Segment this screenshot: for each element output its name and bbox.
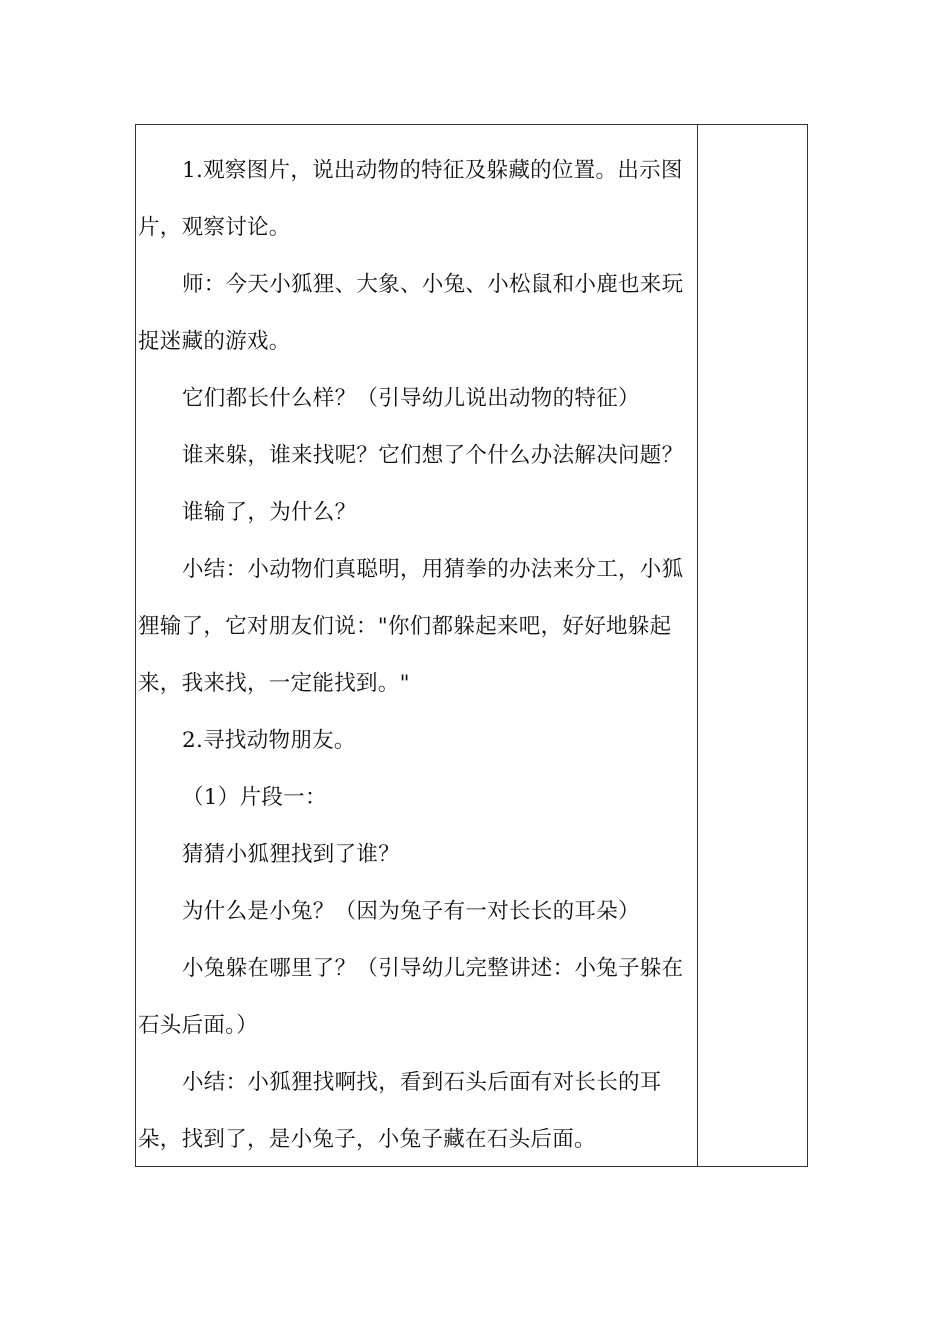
lesson-content-cell [138,142,696,1168]
paragraph-question-who-hides: 谁来躲，谁来找呢？它们想了个什么办法解决问题？ [182,443,684,468]
paragraph-observe-pictures: 1.观察图片，说出动物的特征及躲藏的位置。出示图片，观察讨论。 [138,158,683,240]
paragraph-question-appearance: 它们都长什么样？（引导幼儿说出动物的特征） [182,386,640,411]
paragraph-where-rabbit: 小兔躲在哪里了？（引导幼儿完整讲述：小兔子躲在石头后面。） [138,956,684,1038]
table-column-divider [697,124,698,1167]
paragraph-summary-one: 小结：小动物们真聪明，用猜拳的办法来分工，小狐狸输了，它对朋友们说："你们都躲起来吧，好好地躲起来，我来找，一定能找到。" [138,557,684,696]
paragraph-find-friends: 2.寻找动物朋友。 [182,728,356,753]
paragraph-guess-who: 猜猜小狐狸找到了谁？ [182,842,401,867]
paragraph-summary-two: 小结：小狐狸找啊找，看到石头后面有对长长的耳朵，找到了，是小兔子，小兔子藏在石头后面。 [138,1070,662,1152]
paragraph-segment-one: （1）片段一： [182,785,327,810]
paragraph-why-rabbit: 为什么是小兔？（因为兔子有一对长长的耳朵） [182,899,640,924]
paragraph-question-who-lost: 谁输了，为什么？ [182,500,357,525]
paragraph-teacher-intro: 师：今天小狐狸、大象、小兔、小松鼠和小鹿也来玩捉迷藏的游戏。 [138,272,684,354]
